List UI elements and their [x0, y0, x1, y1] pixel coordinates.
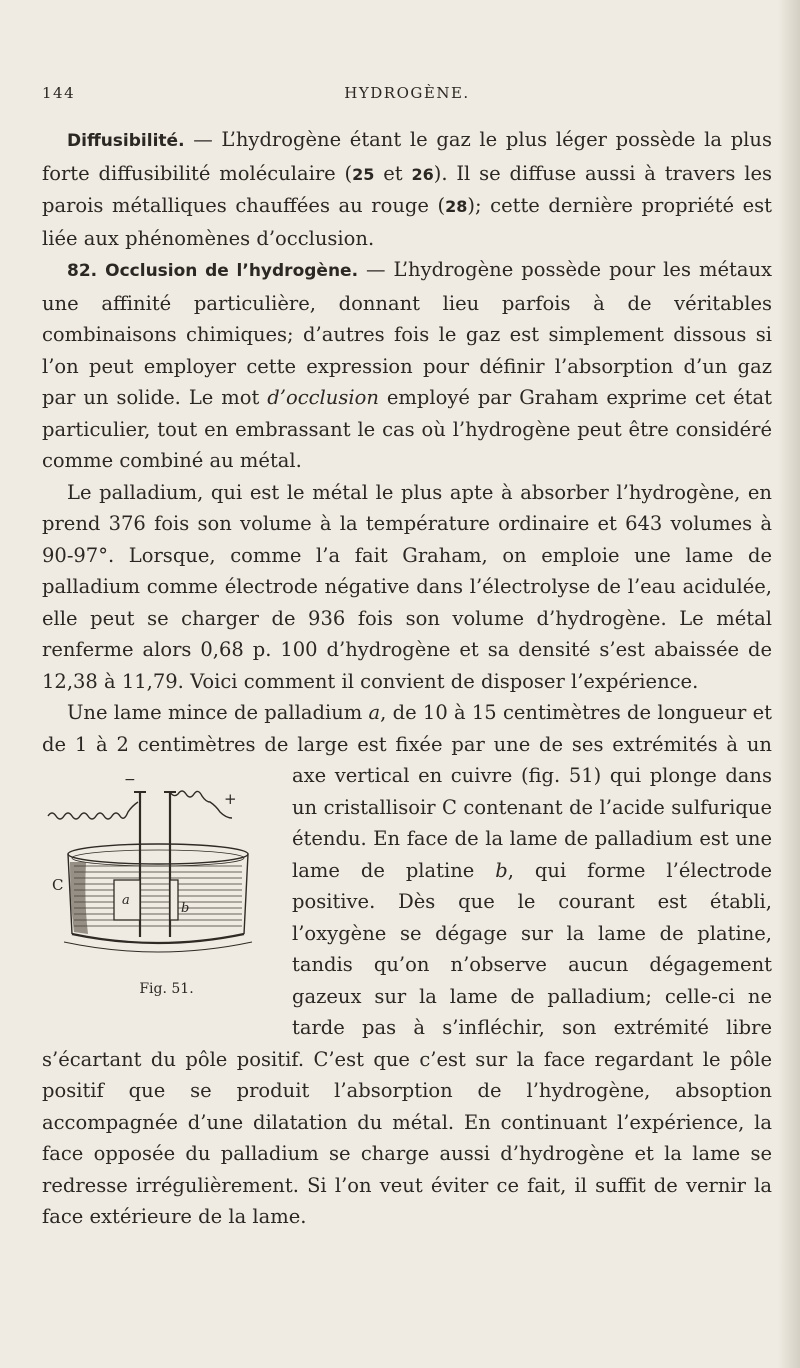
section-reference: 25 — [352, 164, 375, 184]
section-reference: 28 — [445, 197, 468, 216]
crystallizer-rim — [68, 844, 248, 864]
label-a: a — [122, 893, 130, 908]
label-plus: + — [224, 790, 237, 808]
platinum-plate — [170, 880, 178, 920]
section-heading-diffusibilite: Diffusibilité. — [67, 131, 185, 151]
section-reference: 26 — [411, 164, 434, 184]
paragraph-palladium: Le palladium, qui est le métal le plus apte à absorber l’hydrogène, en prend 376 fois son volume à la température ordinaire et 643 volumes à 90-97°. Lorsque, comme l’a fait Graham, on emploie une lame de palladium comme électrode négative dans l’électrolyse de l’eau acidulée, elle peut se charger de 936 fois son volume d’hydrogène. Le métal renferme alors 0,68 p. 100 d’hydrogène et sa densité s’est abaissée de 12,38 à 11,79. Voici comment il convient de disposer l’expérience. — [42, 480, 772, 693]
paragraph-text: employé par Graham exprime cet état particulier, tout en embrassant le cas où l’hydrogène peut être considéré comme combiné au métal. — [42, 386, 772, 472]
paragraph-text: ); cette dernière propriété est liée aux phénomènes d’occlusion. — [42, 194, 772, 250]
section-heading-occlusion: Occlusion de l’hydrogène. — [105, 261, 359, 281]
figure-caption: Fig. 51. — [139, 981, 194, 997]
page-number: 144 — [42, 84, 76, 102]
paragraph-text: — L’hydrogène étant le gaz le plus léger possède la plus forte diffusibilité moléculaire ( — [42, 128, 772, 185]
label-minus: − — [124, 772, 136, 788]
paragraph-text: , qui forme l’électrode positive. Dès que le courant est établi, l’oxygène se dégage sur la lame de platine, tandis qu’on n’observe aucun dégagement gazeux sur la lame de palladium; celle-ci ne tarde pas à s’infléchir, son extrémité libre s’écartant du pôle positif. C’est que c’est sur la face regardant le pôle positif que se produit l’absorption de l’hydrogène, absoption accompagnée d’une dilatation du métal. En continuant l’expérience, la face opposée du palladium se charge aussi d’hydrogène et la lame se redresse irrégulièrement. Si l’on veut éviter ce fait, il suffit de vernir la face extérieure de la lame. — [42, 858, 772, 1228]
right-wire — [170, 791, 232, 818]
italic-term: d’occlusion — [267, 386, 379, 409]
italic-variable: b — [495, 858, 508, 882]
running-head — [42, 84, 772, 110]
paragraph-text: et — [374, 161, 412, 185]
text-column — [42, 124, 772, 1233]
label-b: b — [181, 901, 190, 916]
label-c: C — [52, 876, 64, 894]
paragraph-text: — L’hydrogène possède pour les métaux une affinité particulière, donnant lieu parfois à de véritables combinaisons chimiques; d’autres fois le gaz est simplement dissous si l’on peut employer cette expression pour définir l’absorption d’un gaz par un solide. Le mot — [42, 258, 773, 409]
paragraph-text: extrémités à un axe vertical en cuivre (fig. 51) qui plonge dans un cristallisoir C contenant de l’acide sulfurique étendu. En face de la lame de palladium est une lame de platine — [292, 732, 772, 882]
electrolysis-apparatus-illustration — [30, 762, 278, 974]
paragraph-diffusibilite — [42, 124, 772, 254]
section-number: 82. — [67, 261, 98, 281]
running-title: HYDROGÈNE. — [344, 84, 470, 102]
paragraph-text: Une lame mince de palladium — [67, 701, 369, 724]
paragraph-occlusion — [42, 254, 772, 477]
figure-51 — [30, 762, 278, 1014]
paragraph-text: , de 10 à 15 centimètres de longueur et de 1 à 2 centimètres de large est fixée par une de ses — [42, 701, 772, 756]
italic-variable: a — [368, 701, 381, 724]
page-edge-shadow — [778, 0, 800, 1368]
paragraph-text: ). Il se diffuse aussi à travers les parois métalliques chauffées au rouge ( — [42, 161, 773, 217]
paragraph-experience — [42, 697, 772, 1233]
left-wire — [48, 802, 138, 819]
